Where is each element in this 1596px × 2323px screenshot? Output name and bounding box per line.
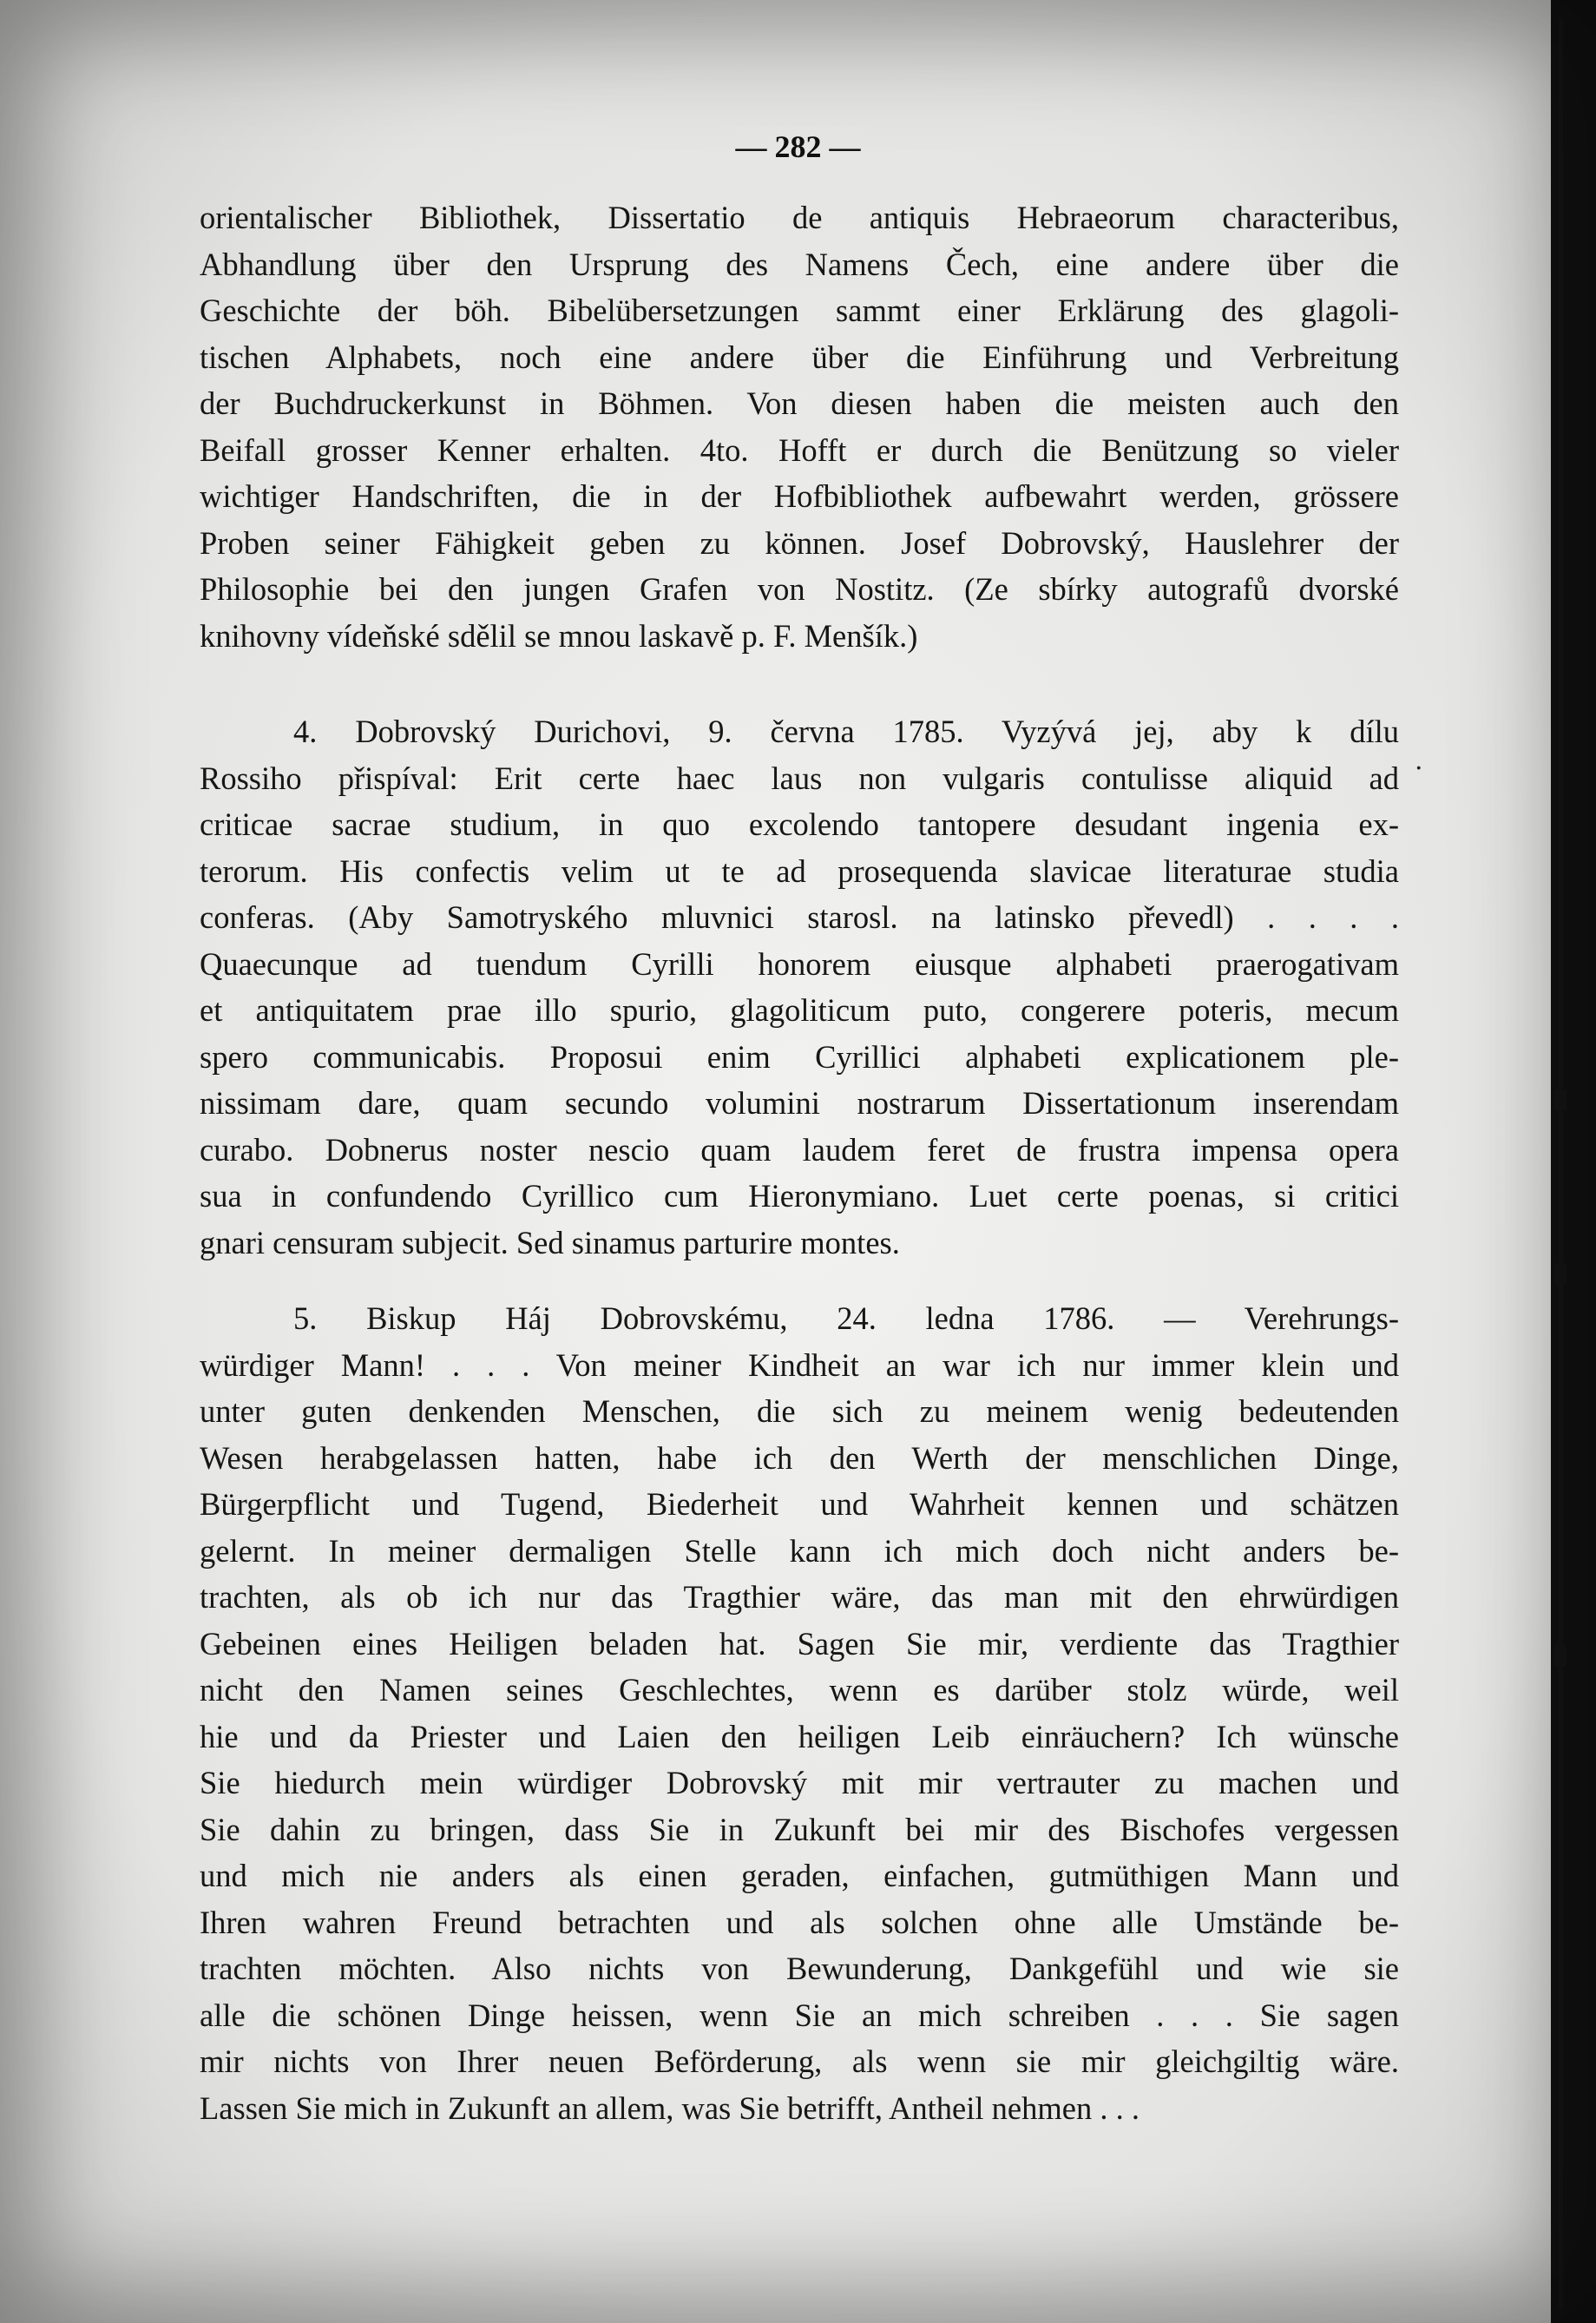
text-line: Sie dahin zu bringen, dass Sie in Zukunft bei mir des Bischofes vergessen (200, 1811, 1399, 1847)
page-number: — 282 — (735, 129, 861, 164)
text-line: Bürgerpflicht und Tugend, Biederheit und Wahrheit kennen und schätzen (200, 1486, 1399, 1522)
text-line: gelernt. In meiner dermaligen Stelle kann ich mich doch nicht anders be- (200, 1532, 1399, 1569)
scan-edge-mark (1554, 1645, 1566, 1666)
text-line: sua in confundendo Cyrillico cum Hieronymiano. Luet certe poenas, si critici (200, 1178, 1399, 1214)
text-line: orientalischer Bibliothek, Dissertatio de antiquis Hebraeorum characteribus, (200, 200, 1399, 235)
letter-heading: 4. Dobrovský Durichovi, 9. června 1785. Vyzývá jej, aby k dílu (293, 714, 1399, 749)
text-line: alle die schönen Dinge heissen, wenn Sie an mich schreiben . . . Sie sagen (200, 1997, 1399, 2033)
text-line: Lassen Sie mich in Zukunft an allem, was Sie betrifft, Antheil nehmen . . . (200, 2089, 1140, 2126)
letter-heading: 5. Biskup Háj Dobrovskému, 24. ledna 1786. — Verehrungs- (293, 1300, 1399, 1336)
text-line: und mich nie anders als einen geraden, einfachen, gutmüthigen Mann und (200, 1858, 1399, 1893)
text-line: criticae sacrae studium, in quo excolendo tantopere desudant ingenia ex- (200, 806, 1399, 842)
text-line: Ihren wahren Freund betrachten und als solchen ohne alle Umstände be- (200, 1904, 1399, 1940)
text-line: der Buchdruckerkunst in Böhmen. Von diesen haben die meisten auch den (200, 385, 1399, 421)
text-line: nissimam dare, quam secundo volumini nostrarum Dissertationum inserendam (200, 1085, 1399, 1121)
text-line: gnari censuram subjecit. Sed sinamus parturire montes. (200, 1224, 900, 1260)
text-line: et antiquitatem prae illo spurio, glagoliticum puto, congerere poteris, mecum (200, 992, 1399, 1028)
text-line: terorum. His confectis velim ut te ad prosequenda slavicae literaturae studia (200, 852, 1399, 889)
text-line: Sie hiedurch mein würdiger Dobrovský mit mir vertrauter zu machen und (200, 1765, 1399, 1800)
scan-edge-mark (1554, 1089, 1566, 1110)
text-line: trachten, als ob ich nur das Tragthier wäre, das man mit den ehrwürdigen (200, 1579, 1399, 1615)
paragraph-2 (200, 708, 1399, 1266)
text-line: spero communicabis. Proposui enim Cyrillici alphabeti explicationem ple- (200, 1038, 1399, 1075)
text-line: Proben seiner Fähigkeit geben zu können. Josef Dobrovský, Hauslehrer der (200, 524, 1399, 561)
scan-edge-line (1559, 17, 1563, 2309)
text-line: würdiger Mann! . . . Von meiner Kindheit an war ich nur immer klein und (200, 1346, 1399, 1383)
text-line: unter guten denkenden Menschen, die sich zu meinem wenig bedeutenden (200, 1393, 1399, 1429)
text-line: Rossiho přispíval: Erit certe haec laus non vulgaris contulisse aliquid ad (200, 760, 1399, 796)
text-line: hie und da Priester und Laien den heiligen Leib einräuchern? Ich wünsche (200, 1718, 1399, 1754)
text-line: Quaecunque ad tuendum Cyrilli honorem eiusque alphabeti praerogativam (200, 945, 1399, 982)
text-line: nicht den Namen seines Geschlechtes, wenn es darüber stolz würde, weil (200, 1672, 1399, 1708)
text-line: conferas. (Aby Samotryského mluvnici starosl. na latinsko převedl) . . . . (200, 899, 1399, 935)
paragraph-3 (200, 1295, 1399, 2131)
text-line: Gebeinen eines Heiligen beladen hat. Sagen Sie mir, verdiente das Tragthier (200, 1625, 1399, 1662)
text-line: Beifall grosser Kenner erhalten. 4to. Hofft er durch die Benützung so vieler (200, 431, 1399, 468)
text-line: Geschichte der böh. Bibelübersetzungen sammt einer Erklärung des glagoli- (200, 293, 1399, 328)
margin-dot: · (1415, 753, 1423, 784)
text-line: knihovny vídeňské sdělil se mnou laskavě p. F. Menšík.) (200, 617, 918, 654)
text-line: Wesen herabgelassen hatten, habe ich den Werth der menschlichen Dinge, (200, 1439, 1399, 1476)
text-line: Abhandlung über den Ursprung des Namens Čech, eine andere über die (200, 246, 1399, 282)
scan-edge-mark (1554, 1263, 1566, 1284)
scan-border (1551, 0, 1596, 2323)
text-line: Philosophie bei den jungen Grafen von Nostitz. (Ze sbírky autografů dvorské (200, 571, 1399, 607)
text-line: trachten möchten. Also nichts von Bewunderung, Dankgefühl und wie sie (200, 1951, 1399, 1986)
paragraph-1 (200, 194, 1399, 659)
text-line: mir nichts von Ihrer neuen Beförderung, als wenn sie mir gleichgiltig wäre. (200, 2043, 1399, 2079)
text-line: wichtiger Handschriften, die in der Hofbibliothek aufbewahrt werden, grössere (200, 478, 1399, 514)
text-line: tischen Alphabets, noch eine andere über die Einführung und Verbreitung (200, 339, 1399, 375)
text-line: curabo. Dobnerus noster nescio quam laudem feret de frustra impensa opera (200, 1131, 1399, 1168)
